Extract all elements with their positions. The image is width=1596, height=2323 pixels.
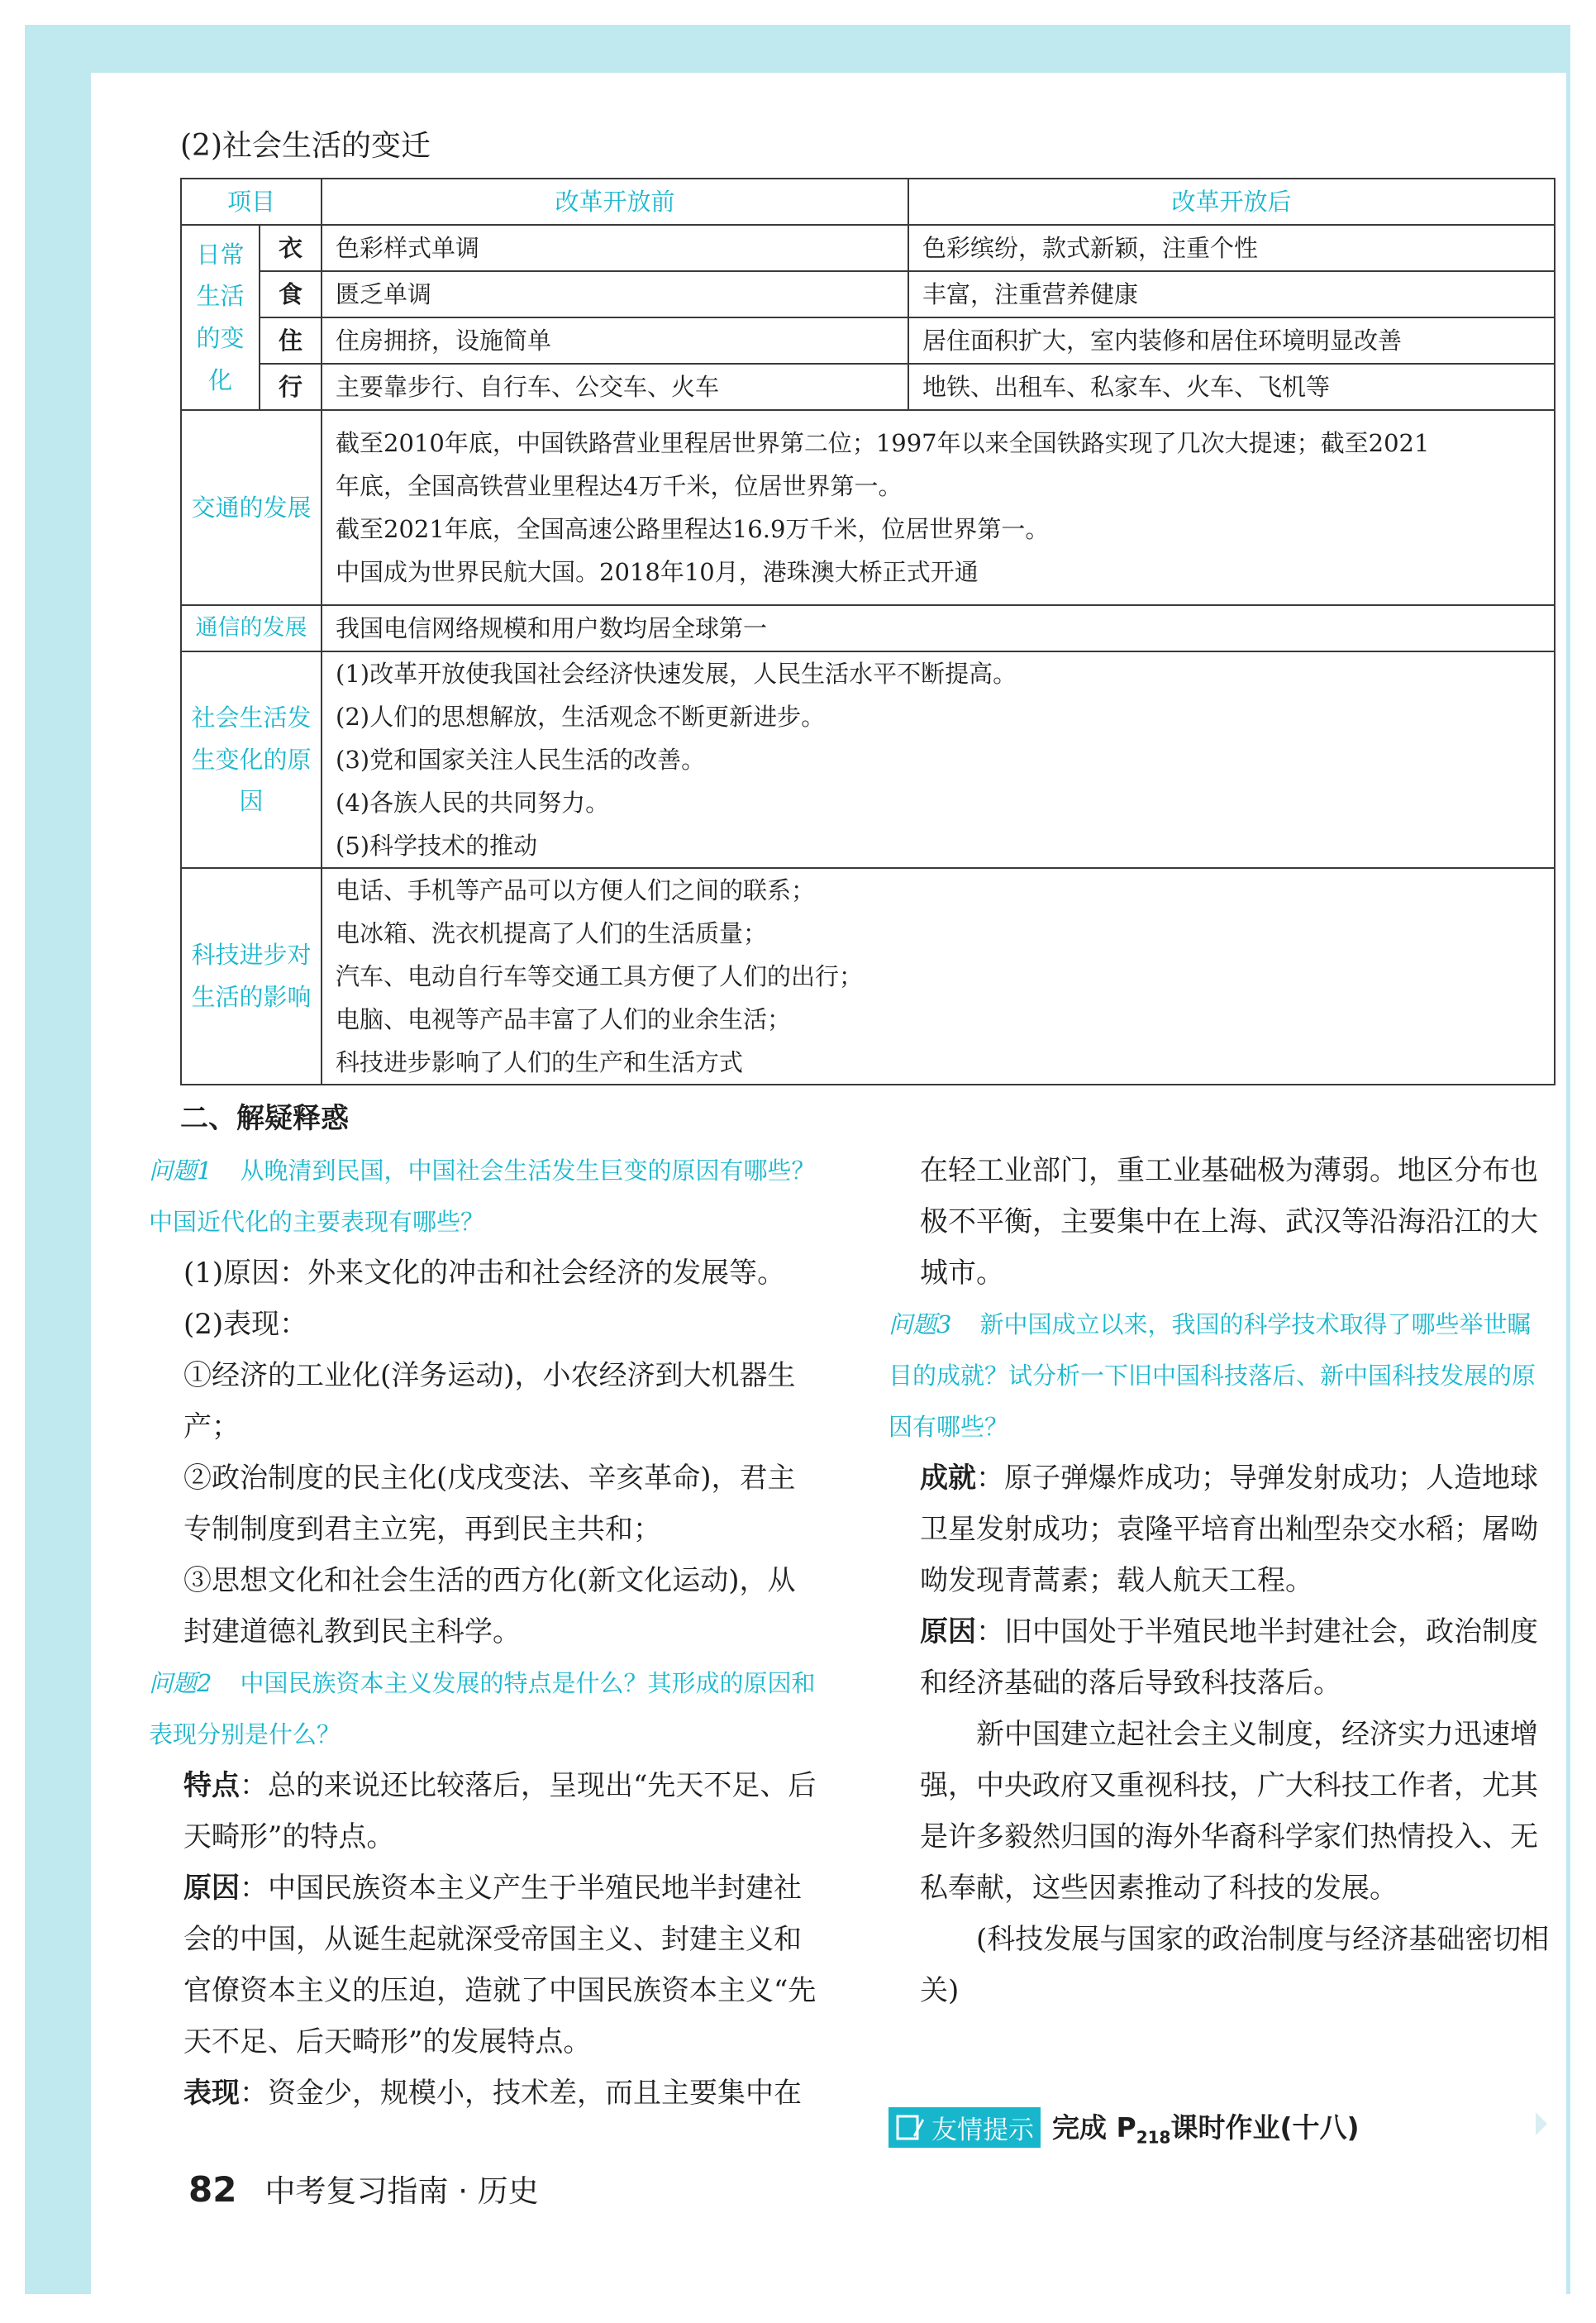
traffic-line: 年底，全国高铁营业里程达4万千米，位居世界第一。: [336, 472, 903, 500]
left-column: [149, 1145, 822, 2119]
question-1: [149, 1145, 822, 1247]
comm-label: 通信的发展: [181, 605, 322, 651]
achievement-text: ：原子弹爆炸成功；导弹发射成功；人造地球卫星发射成功；袁隆平培育出籼型杂交水稻；屠呦呦发现青蒿素；载人航天工程。: [920, 1462, 1538, 1597]
sub-travel: 行: [260, 364, 322, 410]
header-before: 改革开放前: [322, 179, 908, 225]
next-arrow-icon: [1536, 2112, 1547, 2135]
cell-after: 丰富，注重营养健康: [908, 271, 1555, 317]
feature-text: ：总的来说还比较落后，呈现出“先天不足、后天畸形”的特点。: [183, 1769, 817, 1853]
page-footer: [188, 2166, 539, 2211]
cell-before: 色彩样式单调: [322, 225, 908, 271]
answer-line: (2)表现：: [183, 1308, 308, 1341]
comm-text: 我国电信网络规模和用户数均居全球第一: [322, 605, 1555, 651]
question-number: 问题1: [149, 1157, 212, 1185]
traffic-label: 交通的发展: [181, 410, 322, 605]
tech-line: 科技进步影响了人们的生产和生活方式: [336, 1048, 744, 1076]
question-text: 从晚清到民国，中国社会生活发生巨变的原因有哪些？中国近代化的主要表现有哪些？: [149, 1157, 816, 1236]
answer-line: (1)原因：外来文化的冲击和社会经济的发展等。: [183, 1257, 786, 1290]
question-3: [889, 1299, 1550, 1452]
tip-label: 友情提示: [931, 2115, 1034, 2145]
reason-line: (1)改革开放使我国社会经济快速发展，人民生活水平不断提高。: [336, 660, 1017, 688]
cause-label: 原因: [920, 1615, 976, 1648]
tech-line: 电话、手机等产品可以方便人们之间的联系；: [336, 876, 816, 904]
tech-line: 汽车、电动自行车等交通工具方便了人们的出行；: [336, 962, 864, 990]
tech-label: 科技进步对生活的影响: [181, 868, 322, 1085]
reason-line: (2)人们的思想解放，生活观念不断更新进步。: [336, 703, 826, 731]
cell-before: 匮乏单调: [322, 271, 908, 317]
question-number: 问题2: [149, 1669, 212, 1697]
cell-after: 地铁、出租车、私家车、火车、飞机等: [908, 364, 1555, 410]
header-item: 项目: [181, 179, 322, 225]
social-life-table: [180, 178, 1556, 1085]
cell-after: 色彩缤纷，款式新颖，注重个性: [908, 225, 1555, 271]
sub-food: 食: [260, 271, 322, 317]
sub-clothing: 衣: [260, 225, 322, 271]
cell-before: 主要靠步行、自行车、公交车、火车: [322, 364, 908, 410]
reason-line: (3)党和国家关注人民生活的改善。: [336, 746, 706, 774]
show-continued: 在轻工业部门，重工业基础极为薄弱。地区分布也极不平衡，主要集中在上海、武汉等沿海沿江的大城市。: [920, 1154, 1538, 1290]
achievement-label: 成就: [920, 1462, 976, 1495]
tip-pencil-icon: [895, 2112, 925, 2142]
traffic-line: 截至2021年底，全国高速公路里程达16.9万千米，位居世界第一。: [336, 515, 1050, 543]
traffic-line: 中国成为世界民航大国。2018年10月，港珠澳大桥正式开通: [336, 558, 979, 586]
friendly-tip: [889, 2106, 1360, 2148]
feature-label: 特点: [183, 1769, 240, 1802]
cell-before: 住房拥挤，设施简单: [322, 317, 908, 364]
show-label: 表现: [183, 2077, 240, 2110]
show-text: ：资金少，规模小，技术差，而且主要集中在: [240, 2077, 802, 2110]
reason-line: (5)科学技术的推动: [336, 832, 538, 860]
traffic-line: 截至2010年底，中国铁路营业里程居世界第二位；1997年以来全国铁路实现了几次大提速；截至2021: [336, 429, 1430, 457]
question-number: 问题3: [889, 1310, 952, 1338]
tip-badge: [889, 2107, 1041, 2148]
book-title: 中考复习指南 · 历史: [264, 2173, 539, 2209]
right-column: [889, 1145, 1550, 2016]
question-text: 中国民族资本主义发展的特点是什么？其形成的原因和表现分别是什么？: [149, 1669, 816, 1748]
tip-text: 完成 $P_{218}$课时作业(十八): [1052, 2111, 1360, 2148]
question-text: 新中国成立以来，我国的科学技术取得了哪些举世瞩目的成就？试分析一下旧中国科技落后、新中国科技发展的原因有哪些？: [889, 1310, 1536, 1441]
tech-line: 电冰箱、洗衣机提高了人们的生活质量；: [336, 919, 768, 947]
cell-after: 居住面积扩大，室内装修和居住环境明显改善: [908, 317, 1555, 364]
development-paragraph: 新中国建立起社会主义制度，经济实力迅速增强，中央政府又重视科技，广大科技工作者，尤其是许多毅然归国的海外华裔科学家们热情投入、无私奉献，这些因素推动了科技的发展。: [920, 1718, 1538, 1905]
answer-line: ③思想文化和社会生活的西方化(新文化运动)，从封建道德礼教到民主科学。: [183, 1564, 796, 1648]
page-number: 82: [188, 2169, 237, 2210]
answer-line: ②政治制度的民主化(戊戌变法、辛亥革命)，君主专制制度到君主立宪，再到民主共和；: [183, 1462, 796, 1546]
daily-label: 日常生活的变化: [181, 225, 260, 410]
cause-text: ：旧中国处于半殖民地半封建社会，政治制度和经济基础的落后导致科技落后。: [920, 1615, 1538, 1700]
section-title: (2)社会生活的变迁: [180, 129, 431, 163]
tech-line: 电脑、电视等产品丰富了人们的业余生活；: [336, 1005, 792, 1033]
reason-line: (4)各族人民的共同努力。: [336, 789, 610, 817]
sub-housing: 住: [260, 317, 322, 364]
reasons-label: 社会生活发生变化的原因: [181, 651, 322, 868]
reason-text: ：中国民族资本主义产生于半殖民地半封建社会的中国，从诞生起就深受帝国主义、封建主义和官僚资本主义的压迫，造就了中国民族资本主义“先天不足、后天畸形”的发展特点。: [183, 1872, 817, 2058]
question-2: [149, 1658, 822, 1760]
part-title: 二、解疑释惑: [180, 1102, 349, 1135]
note-text: (科技发展与国家的政治制度与经济基础密切相关): [920, 1923, 1550, 2007]
header-after: 改革开放后: [908, 179, 1555, 225]
reason-label: 原因: [183, 1872, 240, 1905]
answer-line: ①经济的工业化(洋务运动)，小农经济到大机器生产；: [183, 1359, 796, 1443]
